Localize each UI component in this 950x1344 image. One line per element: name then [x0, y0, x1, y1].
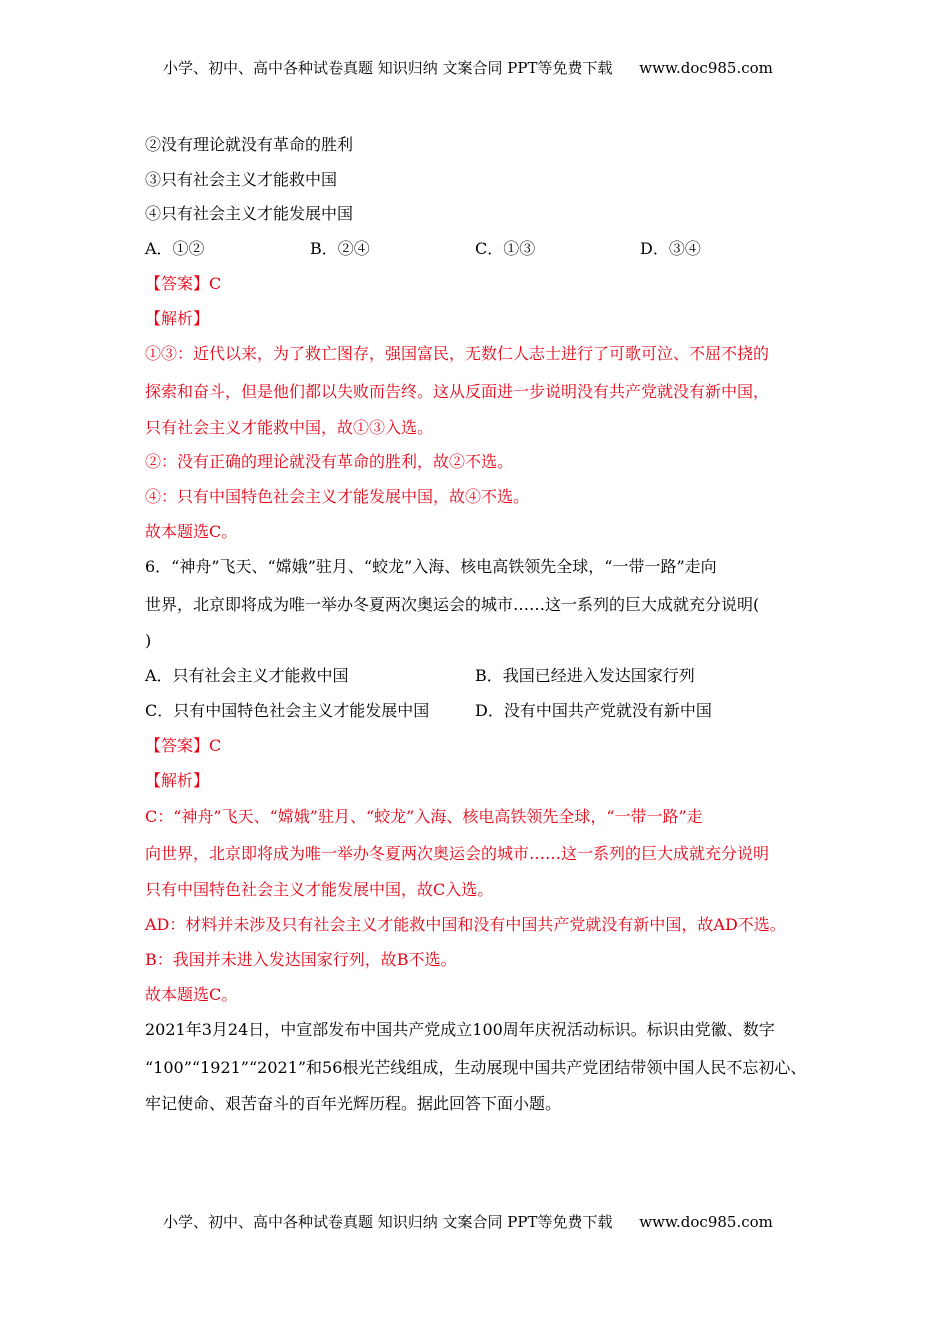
q5-analysis-line: ④：只有中国特色社会主义才能发展中国，故④不选。 — [145, 487, 530, 506]
passage-line: 2021年3月24日，中宣部发布中国共产党成立100周年庆祝活动标识。标识由党徽、数字 — [145, 1020, 775, 1039]
q6-stem-line: ) — [145, 631, 152, 650]
passage-line: “100”“1921”“2021”和56根光芒线组成，生动展现中国共产党团结带领中国人民不忘初心、 — [145, 1058, 807, 1077]
q5-item-3: ③只有社会主义才能救中国 — [145, 170, 338, 189]
q6-analysis-line: AD：材料并未涉及只有社会主义才能救中国和没有中国共产党就没有新中国，故AD不选。 — [145, 915, 786, 934]
header-url[interactable]: www.doc985.com — [639, 59, 773, 77]
q5-analysis-line: ①③：近代以来，为了救亡图存，强国富民，无数仁人志士进行了可歌可泣、不屈不挠的 — [145, 344, 770, 363]
q5-item-2: ②没有理论就没有革命的胜利 — [145, 135, 354, 154]
page-header — [163, 58, 773, 78]
q5-option-c: C．①③ — [475, 239, 536, 258]
q6-analysis-line: C：“神舟”飞天、“嫦娥”驻月、“蛟龙”入海、核电高铁领先全球，“一带一路”走 — [145, 807, 703, 826]
header-text: 小学、初中、高中各种试卷真题 知识归纳 文案合同 PPT等免费下载 — [163, 59, 613, 77]
q6-option-a: A．只有社会主义才能救中国 — [145, 666, 349, 685]
passage-line: 牢记使命、艰苦奋斗的百年光辉历程。据此回答下面小题。 — [145, 1094, 562, 1113]
q5-item-4: ④只有社会主义才能发展中国 — [145, 204, 354, 223]
q6-option-d: D．没有中国共产党就没有新中国 — [475, 701, 712, 720]
q6-analysis-line: 向世界，北京即将成为唯一举办冬夏两次奥运会的城市……这一系列的巨大成就充分说明 — [145, 844, 770, 863]
q5-analysis-line: 只有社会主义才能救中国，故①③入选。 — [145, 418, 434, 437]
q6-analysis-label: 【解析】 — [145, 771, 210, 790]
q5-conclusion: 故本题选C。 — [145, 522, 238, 541]
q6-conclusion: 故本题选C。 — [145, 985, 238, 1004]
q6-stem-line: 6．“神舟”飞天、“嫦娥”驻月、“蛟龙”入海、核电高铁领先全球，“一带一路”走向 — [145, 557, 717, 576]
page-footer — [163, 1212, 773, 1232]
q5-answer: 【答案】C — [145, 274, 222, 293]
footer-text: 小学、初中、高中各种试卷真题 知识归纳 文案合同 PPT等免费下载 — [163, 1213, 613, 1231]
q6-analysis-line: 只有中国特色社会主义才能发展中国，故C入选。 — [145, 880, 494, 899]
q5-analysis-line: ②：没有正确的理论就没有革命的胜利，故②不选。 — [145, 452, 514, 471]
q5-option-d: D．③④ — [640, 239, 701, 258]
footer-url[interactable]: www.doc985.com — [639, 1213, 773, 1231]
q6-option-b: B．我国已经进入发达国家行列 — [475, 666, 695, 685]
q6-analysis-line: B：我国并未进入发达国家行列，故B不选。 — [145, 950, 457, 969]
q6-stem-line: 世界，北京即将成为唯一举办冬夏两次奥运会的城市……这一系列的巨大成就充分说明( — [145, 595, 760, 614]
q5-analysis-label: 【解析】 — [145, 309, 210, 328]
q5-option-a: A．①② — [145, 239, 205, 258]
q6-option-c: C．只有中国特色社会主义才能发展中国 — [145, 701, 430, 720]
q5-option-b: B．②④ — [310, 239, 370, 258]
q6-answer: 【答案】C — [145, 736, 222, 755]
q5-analysis-line: 探索和奋斗，但是他们都以失败而告终。这从反面进一步说明没有共产党就没有新中国， — [145, 382, 770, 401]
